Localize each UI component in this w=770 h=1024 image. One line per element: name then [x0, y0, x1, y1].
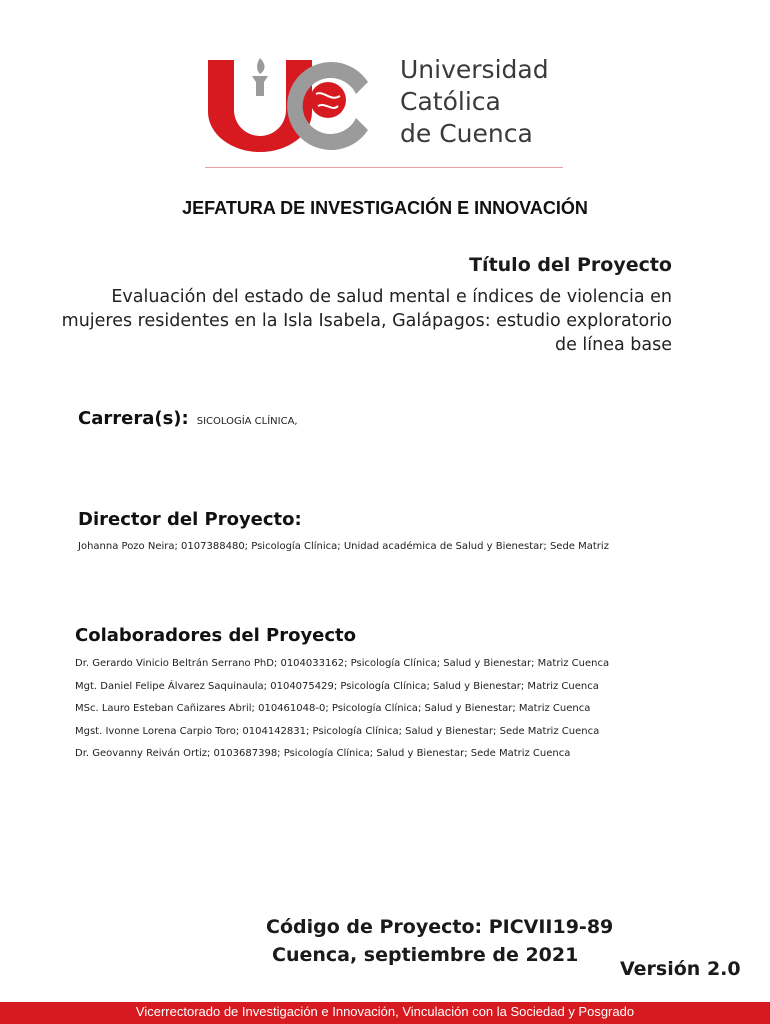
project-title-line: mujeres residentes en la Isla Isabela, Galápagos: estudio exploratorio: [61, 311, 672, 331]
document-version: Versión 2.0: [620, 958, 741, 980]
university-name-line-2: Católica: [400, 87, 501, 116]
collaborator-item: Mgt. Daniel Felipe Álvarez Saquinaula; 0104075429; Psicología Clínica; Salud y Bienestar; Matriz Cuenca: [75, 680, 599, 692]
footer-banner: Vicerrectorado de Investigación e Innovación, Vinculación con la Sociedad y Posgrado: [0, 1002, 770, 1024]
project-title-line: de línea base: [554, 335, 672, 355]
collaborator-item: Dr. Geovanny Reiván Ortiz; 0103687398; Psicología Clínica; Salud y Bienestar; Sede Matriz Cuenca: [75, 748, 571, 759]
university-name-line-1: Universidad: [400, 55, 549, 84]
university-logo: [206, 52, 368, 152]
collaborator-item: Dr. Gerardo Vinicio Beltrán Serrano PhD; 0104033162; Psicología Clínica; Salud y Bienestar; Matriz Cuenca: [75, 658, 610, 669]
project-title-label: Título del Proyecto: [469, 254, 672, 276]
collaborators-list: [75, 656, 609, 769]
career-value: SICOLOGÍA CLÍNICA,: [196, 416, 298, 427]
project-title-line: Evaluación del estado de salud mental e índices de violencia en: [111, 287, 672, 307]
director-info: Johanna Pozo Neira; 0107388480; Psicología Clínica; Unidad académica de Salud y Bienestar; Sede Matriz: [78, 541, 609, 552]
collaborators-label: Colaboradores del Proyecto: [75, 625, 357, 646]
career-row: [78, 408, 298, 429]
header-divider: [205, 167, 563, 168]
department-heading: JEFATURA DE INVESTIGACIÓN E INNOVACIÓN: [182, 198, 588, 218]
project-date: Cuenca, septiembre de 2021: [272, 944, 579, 966]
project-code: Código de Proyecto: PICVII19-89: [266, 916, 614, 938]
university-name-line-3: de Cuenca: [400, 119, 533, 148]
collaborator-item: Mgst. Ivonne Lorena Carpio Toro; 0104142831; Psicología Clínica; Salud y Bienestar; Sede Matriz Cuenca: [75, 725, 600, 737]
director-label: Director del Proyecto:: [78, 509, 302, 530]
career-label: Carrera(s):: [78, 408, 189, 429]
project-title: [52, 285, 672, 357]
collaborator-item: MSc. Lauro Esteban Cañizares Abril; 010461048-0; Psicología Clínica; Salud y Bienestar; Matriz Cuenca: [75, 703, 591, 714]
